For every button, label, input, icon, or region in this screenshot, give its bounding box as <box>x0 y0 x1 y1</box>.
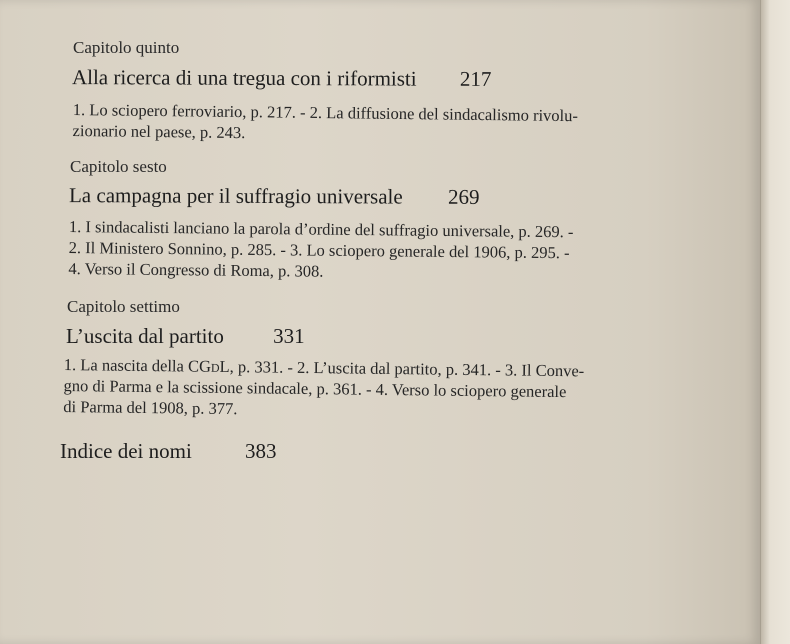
chapter-title <box>66 324 305 349</box>
adjacent-page-edge <box>760 0 790 644</box>
section-text: , p. 331. - 2. L’uscita dal partito, p. 341. - 3. Il Conve- <box>229 357 585 381</box>
section-line: gno di Parma e la scissione sindacale, p. 361. - 4. Verso lo sciopero generale <box>63 375 567 402</box>
index-entry <box>60 439 277 464</box>
section-line: 1. I sindacalisti lanciano la parola d’ordine del suffragio universale, p. 269. - <box>68 216 574 242</box>
chapter-title-text: Alla ricerca di una tregua con i riformisti <box>71 65 417 91</box>
chapter-sections <box>63 354 584 423</box>
chapter-sections <box>68 216 573 284</box>
section-line: 1. Lo sciopero ferroviario, p. 217. - 2. La diffusione del sindacalismo rivolu- <box>72 99 579 126</box>
index-page-number: 383 <box>245 439 277 463</box>
chapter-title-text: L’uscita dal partito <box>66 324 224 348</box>
chapter-title <box>69 183 480 210</box>
section-line: 2. Il Ministero Sonnino, p. 285. - 3. Lo sciopero generale del 1906, p. 295. - <box>68 237 570 263</box>
chapter-title <box>72 65 491 92</box>
chapter-sections <box>72 99 578 147</box>
chapter-page-number: 217 <box>459 66 492 91</box>
section-line: zionario nel paese, p. 243. <box>72 120 246 143</box>
section-line: 4. Verso il Congresso di Roma, p. 308. <box>68 258 324 281</box>
index-title: Indice dei nomi <box>60 439 192 463</box>
chapter-page-number: 269 <box>447 184 480 209</box>
chapter-label: Capitolo sesto <box>70 157 167 176</box>
section-line: di Parma del 1908, p. 377. <box>63 396 238 419</box>
chapter-page-number: 331 <box>273 324 305 348</box>
chapter-label: Capitolo quinto <box>73 38 180 57</box>
abbreviation: CGdL <box>187 356 230 377</box>
section-text: 1. La nascita della <box>63 354 189 376</box>
chapter-label: Capitolo settimo <box>67 297 180 316</box>
chapter-title-text: La campagna per il suffragio universale <box>68 183 403 209</box>
